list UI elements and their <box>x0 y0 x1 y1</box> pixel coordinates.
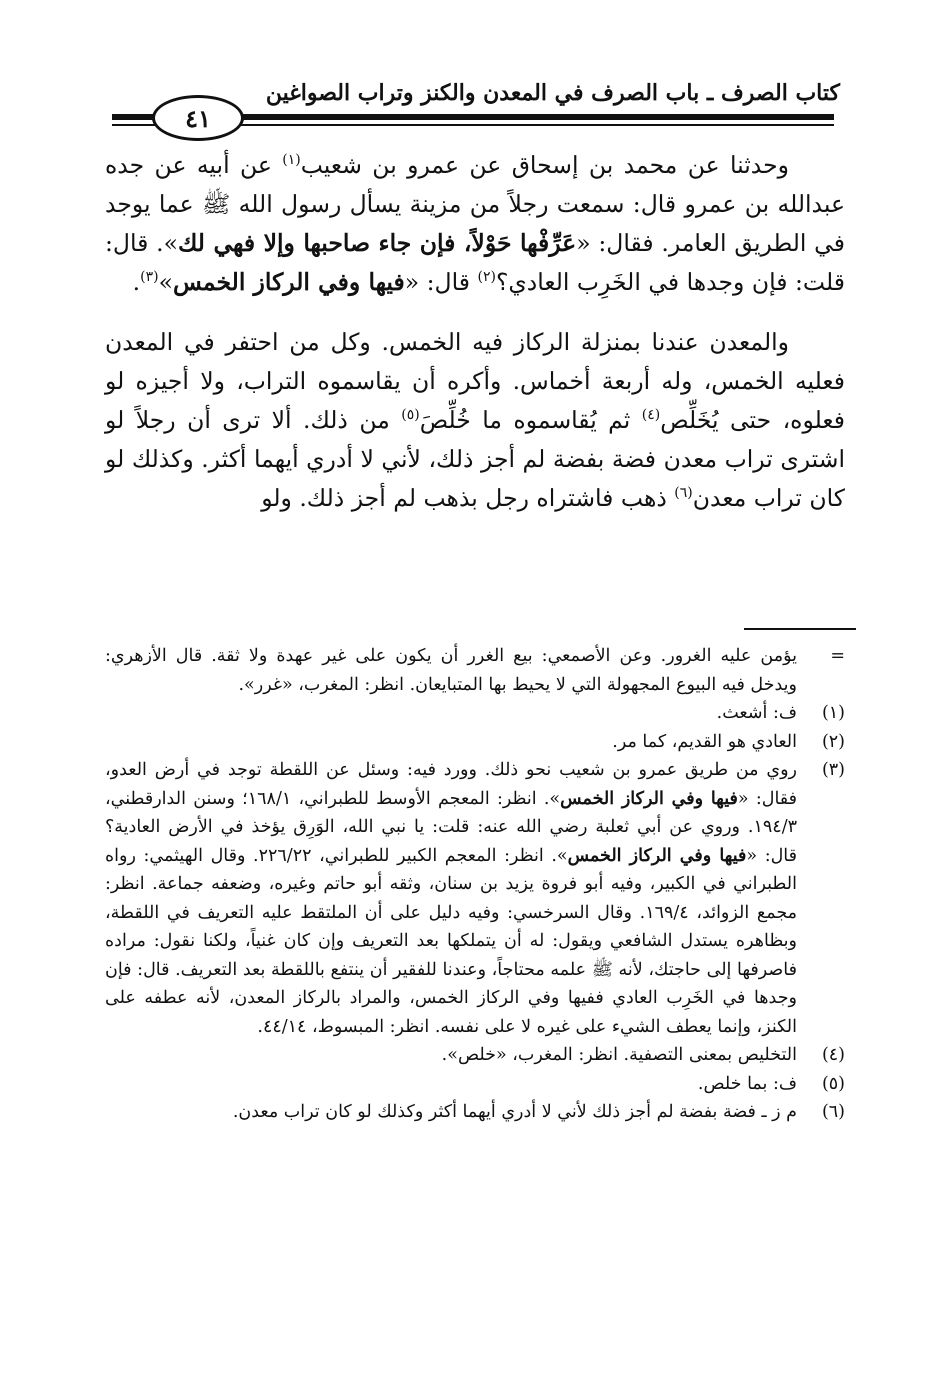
text-run: وحدثنا عن محمد بن إسحاق عن عمرو بن شعيب <box>300 151 789 179</box>
footnote-marker-1: (١) <box>282 152 301 169</box>
text-run: » <box>158 268 173 296</box>
hadith-quote-bold: عَرِّفْها حَوْلاً، فإن جاء صاحبها وإلا فهي لك <box>178 229 577 257</box>
text-run: ». قال: قلت: فإن وجدها في الخَرِب العادي؟ <box>105 229 845 296</box>
footnote-text: العادي هو القديم، كما مر. <box>612 731 797 752</box>
text-run: قال: « <box>404 268 478 296</box>
footnote-text: روي من طريق عمرو بن شعيب نحو ذلك. وورد فيه: وسئل عن اللقطة توجد في أرض العدو، فقال: « <box>105 760 797 809</box>
footnote-1 <box>105 699 845 728</box>
continuation-mark: = <box>830 646 845 666</box>
footnote-marker-6: (٦) <box>674 485 693 502</box>
footnote-number: (٥) <box>821 1073 845 1094</box>
footnote-3 <box>105 756 845 1041</box>
page-number-text: ٤١ <box>185 103 211 133</box>
footnote-number: (٢) <box>821 731 845 752</box>
footnote-6 <box>105 1098 845 1127</box>
footnote-text: ». انظر: المعجم الكبير للطبراني، ٢٢٦/٢٢. وقال الهيثمي: رواه الطبراني في الكبير، وفيه أبو فروة يزيد بن سنان، وثقه أبو حاتم وغيره، وضعفه جماعة. انظر: مجمع الزوائد، ١٦٩/٤. وقال السرخسي: وفيه دليل على أن الملتقط عليه التعريف في اللقطة، وبظاهره يستدل الشافعي ويقول: له أن يتملكها بعد التعريف وإن كان غنياً، ولكنا نقول: مراده فاصرفها إلى حاجتك، لأنه ﷺ علمه محتاجاً، وعندنا للفقير أن ينتفع باللقطة بعد التعريف. قال: فإن وجدها في الخَرِب العادي ففيها وفي الركاز الخمس، والمراد بالركاز المعدن، لأنه عطفه على الكنز، وإنما يعطف الشيء على غيره لا على نفسه. انظر: المبسوط، ٤٤/١٤. <box>105 845 797 1037</box>
footnote-marker-5: (٥) <box>401 407 420 424</box>
footnote-number: (٤) <box>821 1045 845 1065</box>
text-run: . <box>132 268 141 296</box>
text-run: والمعدن عندنا بمنزلة الركاز فيه الخمس. وكل من احتفر في المعدن فعليه الخمس، وله أربعة أخماس. وأكره أن يقاسموه التراب، ولا أجيزه لو فعلوه، حتى يُخَلِّص <box>105 328 845 434</box>
footnote-4 <box>105 1041 845 1070</box>
text-run: ذهب فاشتراه رجل بذهب لم أجز ذلك. ولو <box>261 484 675 512</box>
footnote-text: م ز ـ فضة بفضة لم أجز ذلك لأني لا أدري أيهما أكثر وكذلك لو كان تراب معدن. <box>232 1102 797 1122</box>
footnote-text: التخليص بمعنى التصفية. انظر: المغرب، «خلص». <box>441 1045 797 1065</box>
footnote-quote-bold: فيها وفي الركاز الخمس <box>560 788 738 809</box>
page-number <box>152 95 244 141</box>
text-run: من ذلك. ألا ترى أن رجلاً لو اشترى تراب معدن فضة بفضة لم أجز ذلك، لأني لا أدري أيهما أكثر. وكذلك لو كان تراب معدن <box>105 406 845 512</box>
footnote-number: (١) <box>821 703 845 723</box>
footnote-separator <box>744 628 856 630</box>
footnote-text: ». انظر: المعجم الأوسط للطبراني، ١٦٨/١؛ وسنن الدارقطني، ١٩٤/٣. وروي عن أبي ثعلبة رضي الله عنه: قلت: يا نبي الله، الوَرِق يؤخذ في الأرض العادية؟ قال: « <box>105 788 797 866</box>
text-run: ثم يُقاسموه ما خُلِّصَ <box>419 406 642 434</box>
main-text <box>105 146 845 518</box>
paragraph-2 <box>105 323 845 518</box>
text-run: عن أبيه عن جده عبدالله بن عمرو قال: سمعت رجلاً من مزينة يسأل رسول الله ﷺ عما يوجد في الطريق العامر. فقال: « <box>105 151 846 257</box>
footnote-text: يؤمن عليه الغرور. وعن الأصمعي: بيع الغرر أن يكون على غير عهدة ولا ثقة. قال الأزهري: ويدخل فيه البيوع المجهولة التي لا يحيط بها المتبايعان. انظر: المغرب، «غرر». <box>105 646 797 695</box>
paragraph-1 <box>105 146 845 302</box>
running-header-title: كتاب الصرف ـ باب الصرف في المعدن والكنز وتراب الصواغين <box>265 80 840 106</box>
footnote-number: (٣) <box>821 760 845 780</box>
footnote-text: ف: أشعث. <box>716 703 797 723</box>
footnote-marker-4: (٤) <box>641 407 661 424</box>
footnotes <box>105 642 845 1127</box>
footnote-2 <box>105 728 845 757</box>
footnote-text: ف: بما خلص. <box>697 1073 797 1094</box>
footnote-5 <box>105 1070 845 1099</box>
footnote-number: (٦) <box>821 1102 845 1122</box>
footnote-continuation <box>105 642 845 699</box>
hadith-quote-bold: فيها وفي الركاز الخمس <box>172 268 405 296</box>
footnote-marker-3: (٣) <box>140 269 159 286</box>
footnote-marker-2: (٢) <box>477 269 496 286</box>
footnote-quote-bold: فيها وفي الركاز الخمس <box>567 845 747 866</box>
